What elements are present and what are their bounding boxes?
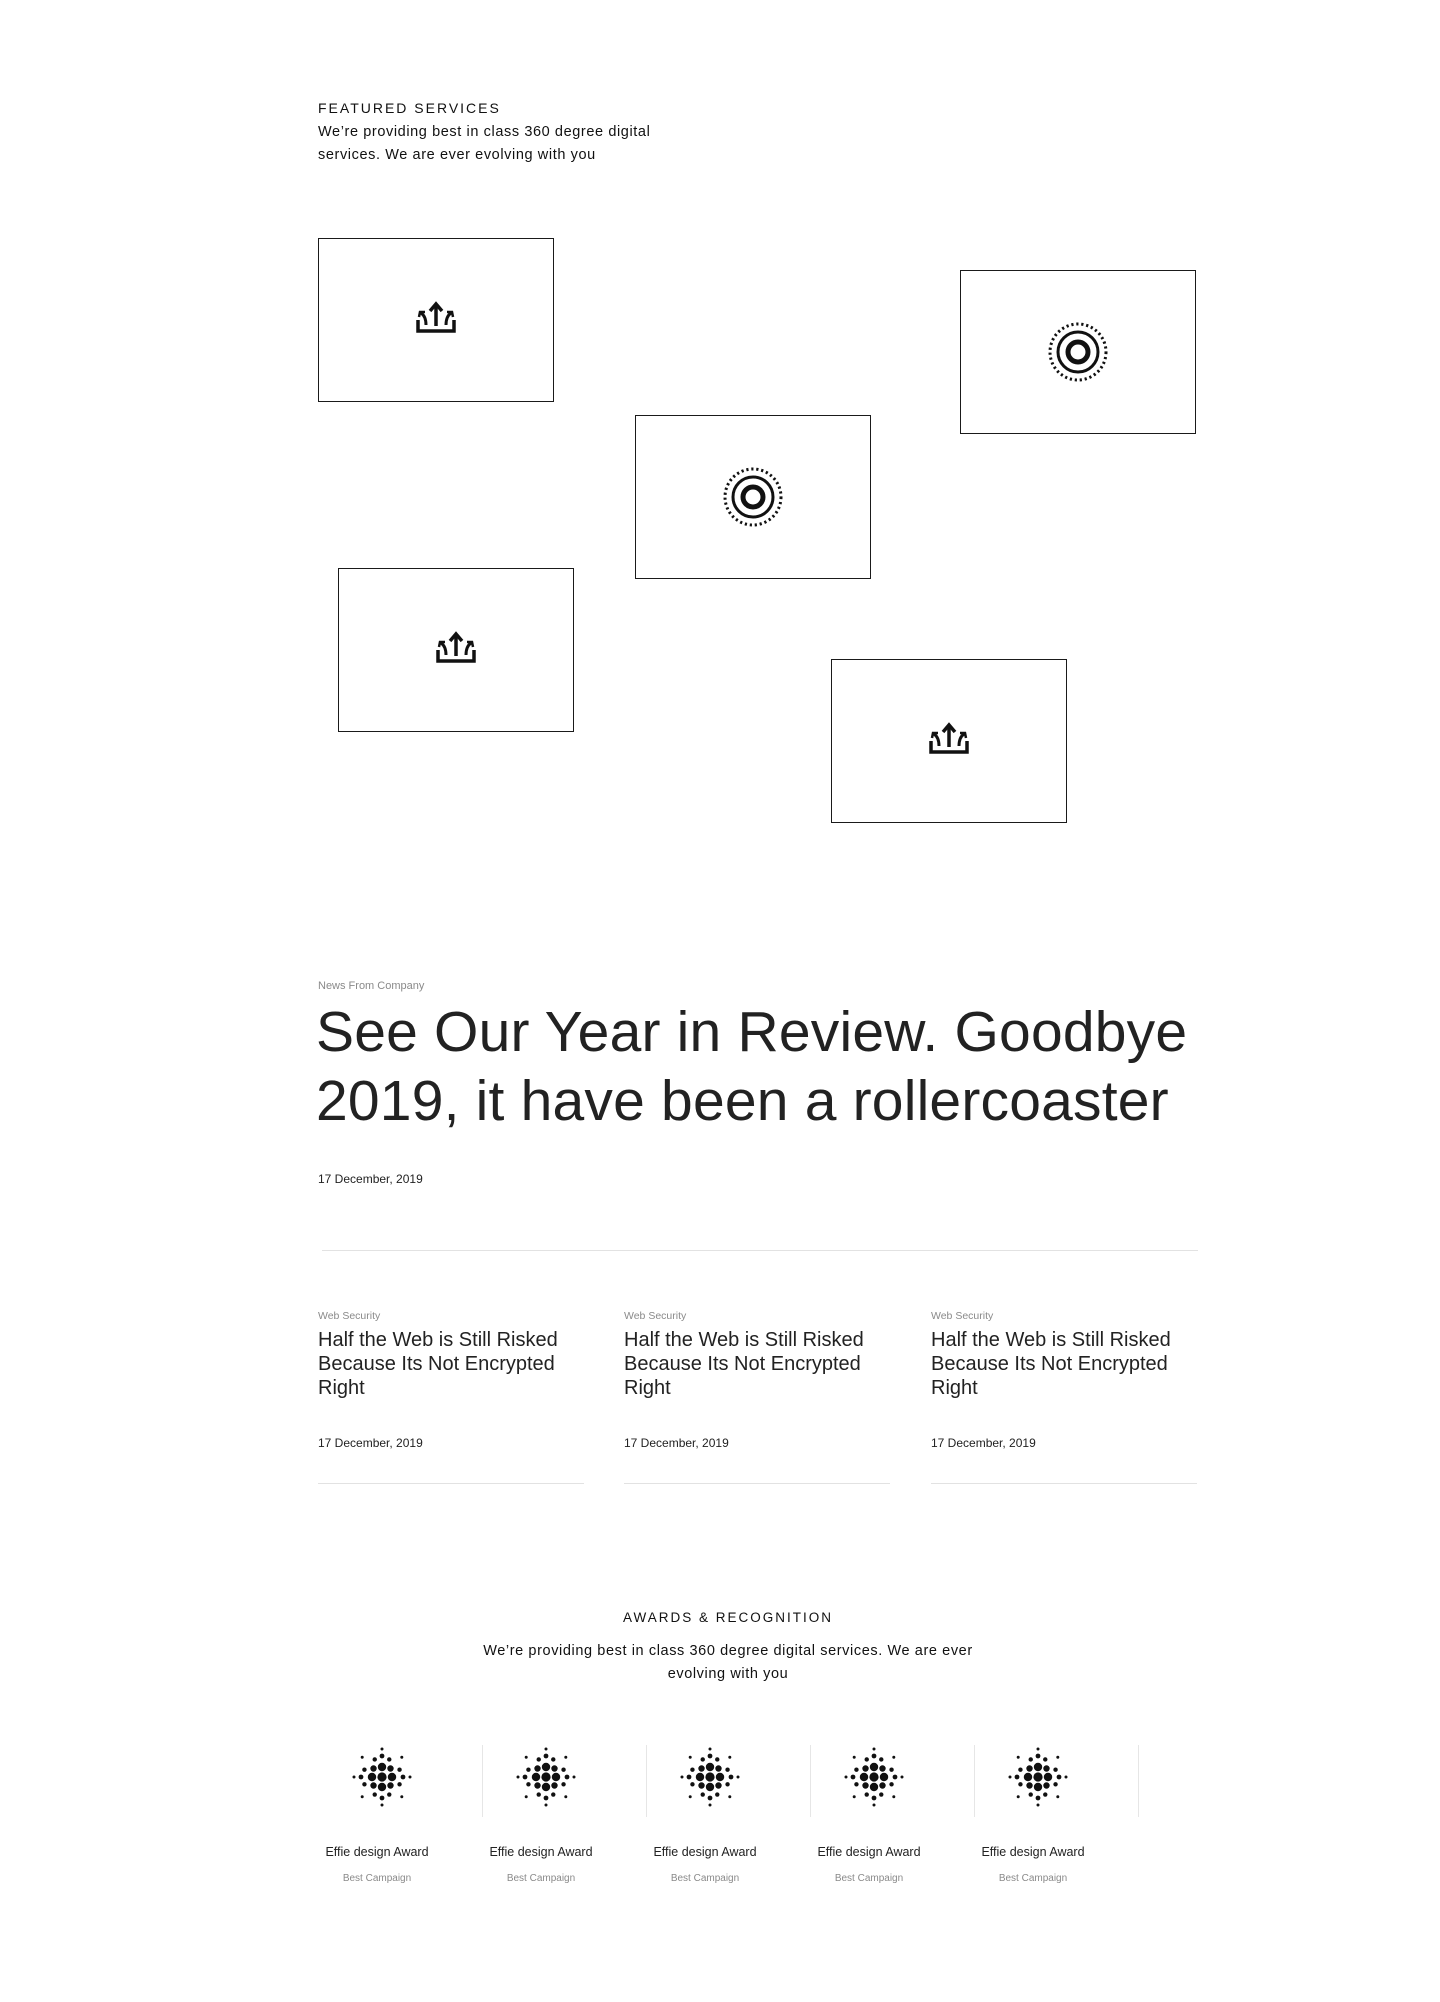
- award-name: Effie design Award: [817, 1845, 921, 1859]
- burst-dot: [573, 1776, 576, 1779]
- burst-dot: [388, 1773, 396, 1781]
- burst-dot: [729, 1775, 734, 1780]
- share-arrows-icon: [414, 300, 458, 340]
- service-card[interactable]: [831, 659, 1067, 823]
- burst-dot: [400, 1756, 403, 1759]
- burst-dot: [565, 1775, 570, 1780]
- burst-dot: [715, 1792, 719, 1796]
- burst-dot: [1043, 1765, 1049, 1771]
- article-date: 17 December, 2019: [318, 1436, 423, 1450]
- burst-dot: [380, 1796, 385, 1801]
- award-category: Best Campaign: [670, 1873, 740, 1884]
- burst-dot: [879, 1792, 883, 1796]
- burst-dot: [1056, 1756, 1059, 1759]
- burst-dot: [872, 1754, 877, 1759]
- burst-dot: [1029, 1757, 1033, 1761]
- burst-dot: [869, 1772, 878, 1781]
- award-name: Effie design Award: [325, 1845, 429, 1859]
- burst-dot: [705, 1772, 714, 1781]
- award-item: [646, 1745, 811, 1895]
- burst-dot: [862, 1765, 868, 1771]
- burst-dot: [696, 1773, 704, 1781]
- burst-dot: [362, 1782, 366, 1786]
- burst-dot: [872, 1796, 877, 1801]
- burst-dot: [387, 1765, 393, 1771]
- burst-dot: [873, 1748, 876, 1751]
- award-category: Best Campaign: [342, 1873, 412, 1884]
- burst-dot: [892, 1756, 895, 1759]
- award-category: Best Campaign: [998, 1873, 1068, 1884]
- burst-dot: [551, 1792, 555, 1796]
- award-item: [318, 1745, 483, 1895]
- burst-dot: [541, 1772, 550, 1781]
- burst-dot: [561, 1782, 565, 1786]
- dotted-burst-icon: [514, 1745, 578, 1809]
- burst-dot: [361, 1756, 364, 1759]
- burst-dot: [561, 1768, 565, 1772]
- featured-services-description: We’re providing best in class 360 degree digital services. We are ever evolving with you: [318, 124, 651, 163]
- burst-dot: [1015, 1775, 1020, 1780]
- burst-dot: [387, 1782, 393, 1788]
- burst-dot: [353, 1776, 356, 1779]
- burst-dot: [689, 1756, 692, 1759]
- burst-dot: [387, 1757, 391, 1761]
- award-category: Best Campaign: [506, 1873, 576, 1884]
- burst-dot: [370, 1765, 376, 1771]
- dotted-burst-icon: [1006, 1745, 1070, 1809]
- burst-dot: [373, 1757, 377, 1761]
- award-name: Effie design Award: [653, 1845, 757, 1859]
- burst-dot: [1057, 1775, 1062, 1780]
- burst-dot: [542, 1763, 550, 1771]
- dotted-burst-icon: [678, 1745, 742, 1809]
- burst-dot: [1024, 1773, 1032, 1781]
- burst-dot: [865, 1792, 869, 1796]
- burst-dot: [517, 1776, 520, 1779]
- burst-dot: [893, 1775, 898, 1780]
- award-item: [974, 1745, 1139, 1895]
- burst-dot: [370, 1782, 376, 1788]
- burst-dot: [854, 1782, 858, 1786]
- burst-dot: [879, 1765, 885, 1771]
- article-category: Web Security: [318, 1310, 381, 1322]
- burst-dot: [544, 1796, 549, 1801]
- burst-dot: [1017, 1756, 1020, 1759]
- burst-dot: [728, 1756, 731, 1759]
- burst-dot: [870, 1763, 878, 1771]
- awards-description: We’re providing best in class 360 degree digital services. We are ever evolving with you: [483, 1643, 973, 1682]
- article-date: 17 December, 2019: [931, 1436, 1036, 1450]
- burst-dot: [706, 1783, 714, 1791]
- burst-dot: [716, 1773, 724, 1781]
- burst-dot: [564, 1795, 567, 1798]
- burst-dot: [1029, 1792, 1033, 1796]
- burst-dot: [544, 1754, 549, 1759]
- burst-dot: [1044, 1773, 1052, 1781]
- burst-dot: [854, 1768, 858, 1772]
- award-category: Best Campaign: [834, 1873, 904, 1884]
- news-date: 17 December, 2019: [318, 1172, 423, 1186]
- article-title[interactable]: Half the Web is Still Risked Because Its Not Encrypted Right: [931, 1329, 1171, 1399]
- burst-dot: [378, 1763, 386, 1771]
- burst-dot: [525, 1795, 528, 1798]
- award-separator: [1138, 1745, 1139, 1817]
- burst-dot: [706, 1763, 714, 1771]
- burst-dot: [534, 1765, 540, 1771]
- share-arrows-icon: [927, 721, 971, 761]
- burst-dot: [1053, 1782, 1057, 1786]
- award-item: [482, 1745, 647, 1895]
- burst-dot: [708, 1796, 713, 1801]
- burst-dot: [687, 1775, 692, 1780]
- article-divider: [624, 1483, 890, 1484]
- burst-dot: [1053, 1768, 1057, 1772]
- burst-dot: [1037, 1748, 1040, 1751]
- burst-dot: [542, 1783, 550, 1791]
- service-card[interactable]: [960, 270, 1196, 434]
- service-card[interactable]: [318, 238, 554, 402]
- burst-dot: [381, 1748, 384, 1751]
- burst-dot: [400, 1795, 403, 1798]
- burst-dot: [1034, 1763, 1042, 1771]
- burst-dot: [1065, 1776, 1068, 1779]
- burst-dot: [853, 1756, 856, 1759]
- burst-dot: [401, 1775, 406, 1780]
- burst-dot: [892, 1795, 895, 1798]
- target-rings-icon: [722, 466, 784, 528]
- burst-dot: [525, 1756, 528, 1759]
- burst-dot: [889, 1768, 893, 1772]
- share-arrows-icon: [434, 630, 478, 670]
- award-name: Effie design Award: [981, 1845, 1085, 1859]
- burst-dot: [681, 1776, 684, 1779]
- burst-dot: [523, 1775, 528, 1780]
- article-category: Web Security: [624, 1310, 687, 1322]
- burst-dot: [708, 1754, 713, 1759]
- burst-dot: [1043, 1782, 1049, 1788]
- burst-dot: [537, 1792, 541, 1796]
- burst-dot: [1026, 1765, 1032, 1771]
- awards-title: AWARDS & RECOGNITION: [622, 1610, 833, 1625]
- news-section-label: News From Company: [318, 980, 425, 992]
- burst-dot: [865, 1757, 869, 1761]
- article-card[interactable]: [318, 1310, 584, 1450]
- burst-dot: [359, 1775, 364, 1780]
- service-card[interactable]: [635, 415, 871, 579]
- burst-dot: [537, 1757, 541, 1761]
- burst-dot: [879, 1757, 883, 1761]
- article-card[interactable]: [624, 1310, 890, 1450]
- award-item: [810, 1745, 975, 1895]
- burst-dot: [526, 1768, 530, 1772]
- burst-dot: [1036, 1754, 1041, 1759]
- burst-dot: [715, 1782, 721, 1788]
- article-title[interactable]: Half the Web is Still Risked Because Its Not Encrypted Right: [624, 1329, 864, 1399]
- burst-dot: [698, 1765, 704, 1771]
- burst-dot: [378, 1783, 386, 1791]
- dotted-burst-icon: [350, 1745, 414, 1809]
- burst-dot: [728, 1795, 731, 1798]
- burst-dot: [1034, 1783, 1042, 1791]
- burst-dot: [709, 1804, 712, 1807]
- burst-dot: [1018, 1768, 1022, 1772]
- burst-dot: [879, 1782, 885, 1788]
- burst-dot: [1018, 1782, 1022, 1786]
- burst-dot: [690, 1782, 694, 1786]
- burst-dot: [545, 1804, 548, 1807]
- burst-dot: [889, 1782, 893, 1786]
- burst-dot: [1037, 1804, 1040, 1807]
- target-rings-icon: [1047, 321, 1109, 383]
- burst-dot: [862, 1782, 868, 1788]
- article-divider: [931, 1483, 1197, 1484]
- service-card[interactable]: [338, 568, 574, 732]
- burst-dot: [1009, 1776, 1012, 1779]
- burst-dot: [851, 1775, 856, 1780]
- burst-dot: [368, 1773, 376, 1781]
- burst-dot: [551, 1765, 557, 1771]
- burst-dot: [725, 1782, 729, 1786]
- burst-dot: [1026, 1782, 1032, 1788]
- burst-dot: [715, 1757, 719, 1761]
- burst-dot: [362, 1768, 366, 1772]
- burst-dot: [381, 1804, 384, 1807]
- news-headline[interactable]: See Our Year in Review. Goodbye 2019, it have been a rollercoaster: [316, 1000, 1188, 1133]
- burst-dot: [1043, 1757, 1047, 1761]
- burst-dot: [690, 1768, 694, 1772]
- article-category: Web Security: [931, 1310, 994, 1322]
- article-divider: [318, 1483, 584, 1484]
- burst-dot: [397, 1768, 401, 1772]
- burst-dot: [397, 1782, 401, 1786]
- award-name: Effie design Award: [489, 1845, 593, 1859]
- burst-dot: [725, 1768, 729, 1772]
- burst-dot: [901, 1776, 904, 1779]
- burst-dot: [845, 1776, 848, 1779]
- news-divider: [322, 1250, 1198, 1251]
- burst-dot: [1056, 1795, 1059, 1798]
- featured-services-title: FEATURED SERVICES: [318, 100, 501, 116]
- burst-dot: [873, 1804, 876, 1807]
- burst-dot: [387, 1792, 391, 1796]
- burst-dot: [870, 1783, 878, 1791]
- dotted-burst-icon: [842, 1745, 906, 1809]
- article-title[interactable]: Half the Web is Still Risked Because Its Not Encrypted Right: [318, 1329, 558, 1399]
- burst-dot: [532, 1773, 540, 1781]
- burst-dot: [698, 1782, 704, 1788]
- burst-dot: [534, 1782, 540, 1788]
- burst-dot: [880, 1773, 888, 1781]
- burst-dot: [701, 1757, 705, 1761]
- burst-dot: [853, 1795, 856, 1798]
- burst-dot: [551, 1757, 555, 1761]
- burst-dot: [715, 1765, 721, 1771]
- burst-dot: [409, 1776, 412, 1779]
- burst-dot: [860, 1773, 868, 1781]
- burst-dot: [377, 1772, 386, 1781]
- burst-dot: [361, 1795, 364, 1798]
- burst-dot: [1017, 1795, 1020, 1798]
- burst-dot: [1033, 1772, 1042, 1781]
- burst-dot: [552, 1773, 560, 1781]
- burst-dot: [551, 1782, 557, 1788]
- burst-dot: [709, 1748, 712, 1751]
- burst-dot: [1043, 1792, 1047, 1796]
- article-date: 17 December, 2019: [624, 1436, 729, 1450]
- burst-dot: [526, 1782, 530, 1786]
- burst-dot: [701, 1792, 705, 1796]
- burst-dot: [545, 1748, 548, 1751]
- burst-dot: [689, 1795, 692, 1798]
- article-card[interactable]: [931, 1310, 1197, 1450]
- burst-dot: [564, 1756, 567, 1759]
- burst-dot: [737, 1776, 740, 1779]
- burst-dot: [1036, 1796, 1041, 1801]
- burst-dot: [373, 1792, 377, 1796]
- burst-dot: [380, 1754, 385, 1759]
